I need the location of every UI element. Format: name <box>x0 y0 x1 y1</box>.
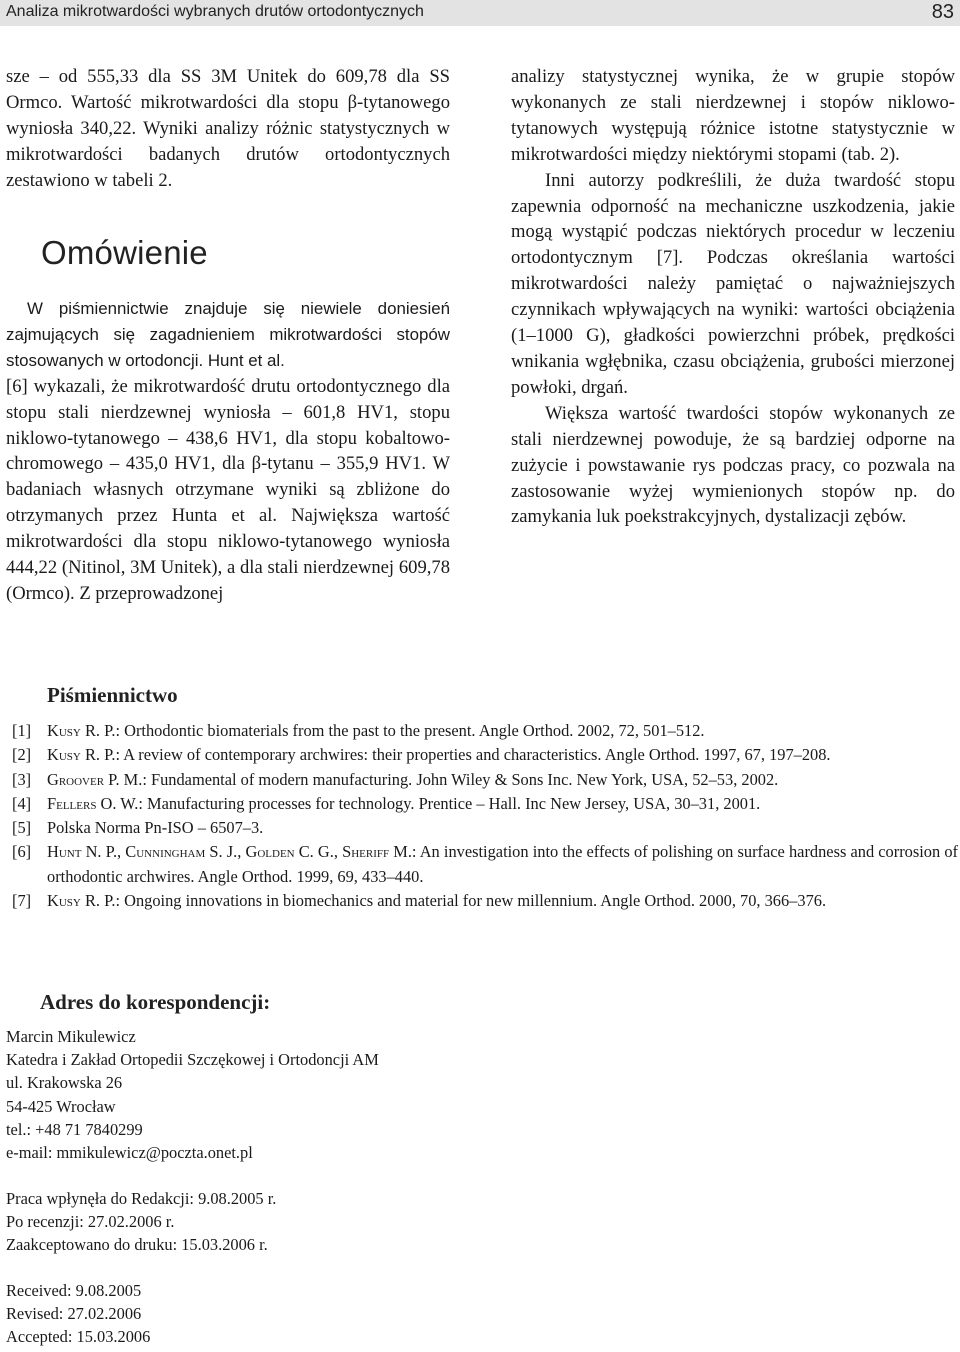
reference-authors: Groover P. M. <box>47 769 143 789</box>
reference-list <box>12 719 958 913</box>
right-paragraph-2: Inni autorzy podkreślili, że duża twardość stopu zapewnia odporność na mechaniczne uszkodzenia, jakie mogą wystąpić podczas niektórych procedur w leczeniu ortodontycznym [7]. Podczas określania wartości mikrotwardości należy pamiętać o najważniejszych czynnikach wpływających na wyniki: wartości obciążenia (1–1000 G), gładkości powierzchni próbek, prędkości wnikania wgłębnika, czasu obciążenia, grubości mierzonej powłoki, drgań. <box>511 169 955 398</box>
date-revised: Revised: 27.02.2006 <box>6 1304 142 1324</box>
reference-number: [6] <box>12 842 32 862</box>
reference-number: [7] <box>12 891 32 911</box>
reference-number: [5] <box>12 818 32 838</box>
correspondence-name: Marcin Mikulewicz <box>6 1027 136 1046</box>
date-received: Received: 9.08.2005 <box>6 1281 142 1300</box>
reference-authors: Kusy R. P. <box>47 745 116 765</box>
reference-item <box>12 719 958 743</box>
left-column-intro <box>6 64 450 194</box>
dates-english <box>6 1279 150 1349</box>
reference-authors: Kusy R. P. <box>47 721 116 740</box>
reference-text: : Ongoing innovations in biomechanics and material for new millennium. Angle Orthod. 2000, 70, 366–376. <box>115 891 827 911</box>
reference-item <box>12 792 958 816</box>
left-column-discussion <box>6 296 450 607</box>
right-paragraph-3: Większa wartość twardości stopów wykonanych ze stali nierdzewnej powoduje, że są bardziej odporne na zużycie i powstawanie rys podczas pracy, co pozwala na zastosowanie wyżej wymienionych stopów np. do zamykania luk poekstrakcyjnych, dystalizacji zębów. <box>511 402 955 528</box>
date-revised-pl: Po recenzji: 27.02.2006 r. <box>6 1212 175 1232</box>
reference-text: : Manufacturing processes for technology. Prentice – Hall. Inc New Jersey, USA, 30–31, 2001. <box>138 793 761 813</box>
correspondence-title: Adres do korespondencji: <box>40 990 271 1014</box>
reference-text: Polska Norma Pn-ISO – 6507–3. <box>47 818 264 838</box>
references-title: Piśmiennictwo <box>47 683 178 707</box>
reference-item <box>12 816 958 840</box>
correspondence-phone: tel.: +48 71 7840299 <box>6 1119 143 1139</box>
reference-item <box>12 743 958 767</box>
discussion-lead-paragraph: W piśmiennictwie znajduje się niewiele doniesień zajmujących się zagadnieniem mikrotwardości stopów stosowanych w ortodoncji. Hunt et al. <box>6 299 450 370</box>
reference-item <box>12 840 958 889</box>
reference-item <box>12 889 958 913</box>
reference-number: [2] <box>12 745 32 765</box>
reference-authors: Hunt N. P., Cunningham S. J., Golden C. G., Sheriff M. <box>47 842 412 862</box>
page-number: 83 <box>931 1 954 23</box>
intro-paragraph: sze – od 555,33 dla SS 3M Unitek do 609,78 dla SS Ormco. Wartość mikrotwardości dla stopu β-tytanowego wyniosła 340,22. Wyniki analizy różnic statystycznych w mikrotwardości badanych drutów ortodontycznych zestawiono w tabeli 2. <box>6 66 450 191</box>
date-accepted: Accepted: 15.03.2006 <box>6 1327 151 1347</box>
date-accepted-pl: Zaakceptowano do druku: 15.03.2006 r. <box>6 1235 268 1255</box>
reference-item <box>12 768 958 792</box>
correspondence-address <box>6 1025 379 1164</box>
reference-number: [3] <box>12 769 32 789</box>
correspondence-street: ul. Krakowska 26 <box>6 1073 123 1093</box>
reference-number: [1] <box>12 721 32 740</box>
reference-text: : Orthodontic biomaterials from the past to the present. Angle Orthod. 2002, 72, 501–512. <box>115 721 705 740</box>
dates-polish <box>6 1187 276 1257</box>
reference-authors: Kusy R. P. <box>47 891 116 911</box>
discussion-body-paragraph: [6] wykazali, że mikrotwardość drutu ortodontycznego dla stopu stali nierdzewnej wyniosła – 601,8 HV1, stopu niklowo-tytanowego – 438,6 HV1, dla stopu kobaltowo-chromowego – 435,0 HV1, dla β-tytanu – 355,9 HV1. W badaniach własnych otrzymane wyniki są zbliżone do otrzymanych przez Hunta et al. Największa wartość mikrotwardości dla stopu niklowo-tytanowego wyniosła 444,22 (Nitinol, 3M Unitek), a dla stali nierdzewnej 609,78 (Ormco). Z przeprowadzonej <box>6 375 450 604</box>
right-paragraph-1: analizy statystycznej wynika, że w grupie stopów wykonanych ze stali nierdzewnej i stopów niklowo-tytanowych występują różnice istotne statystycznie w mikrotwardości między niektórymi stopami (tab. 2). <box>511 66 955 165</box>
date-submitted-pl: Praca wpłynęła do Redakcji: 9.08.2005 r. <box>6 1189 277 1208</box>
section-title-discussion: Omówienie <box>41 234 208 271</box>
right-column <box>511 64 955 530</box>
correspondence-city: 54-425 Wrocław <box>6 1096 116 1116</box>
correspondence-department: Katedra i Zakład Ortopedii Szczękowej i Ortodoncji AM <box>6 1050 379 1070</box>
reference-text: : An investigation into the effects of polishing on surface hardness and corrosion of orthodontic archwires. Angle Orthod. 1999, 69, 433–440. <box>47 842 958 886</box>
correspondence-email: e-mail: mmikulewicz@poczta.onet.pl <box>6 1143 253 1163</box>
reference-authors: Fellers O. W. <box>47 793 139 813</box>
running-header <box>0 0 960 26</box>
running-header-title: Analiza mikrotwardości wybranych drutów ortodontycznych <box>6 3 424 20</box>
reference-text: : A review of contemporary archwires: their properties and characteristics. Angle Orthod. 1997, 67, 197–208. <box>115 745 831 765</box>
reference-number: [4] <box>12 793 32 813</box>
reference-text: : Fundamental of modern manufacturing. John Wiley & Sons Inc. New York, USA, 52–53, 2002. <box>142 769 779 789</box>
